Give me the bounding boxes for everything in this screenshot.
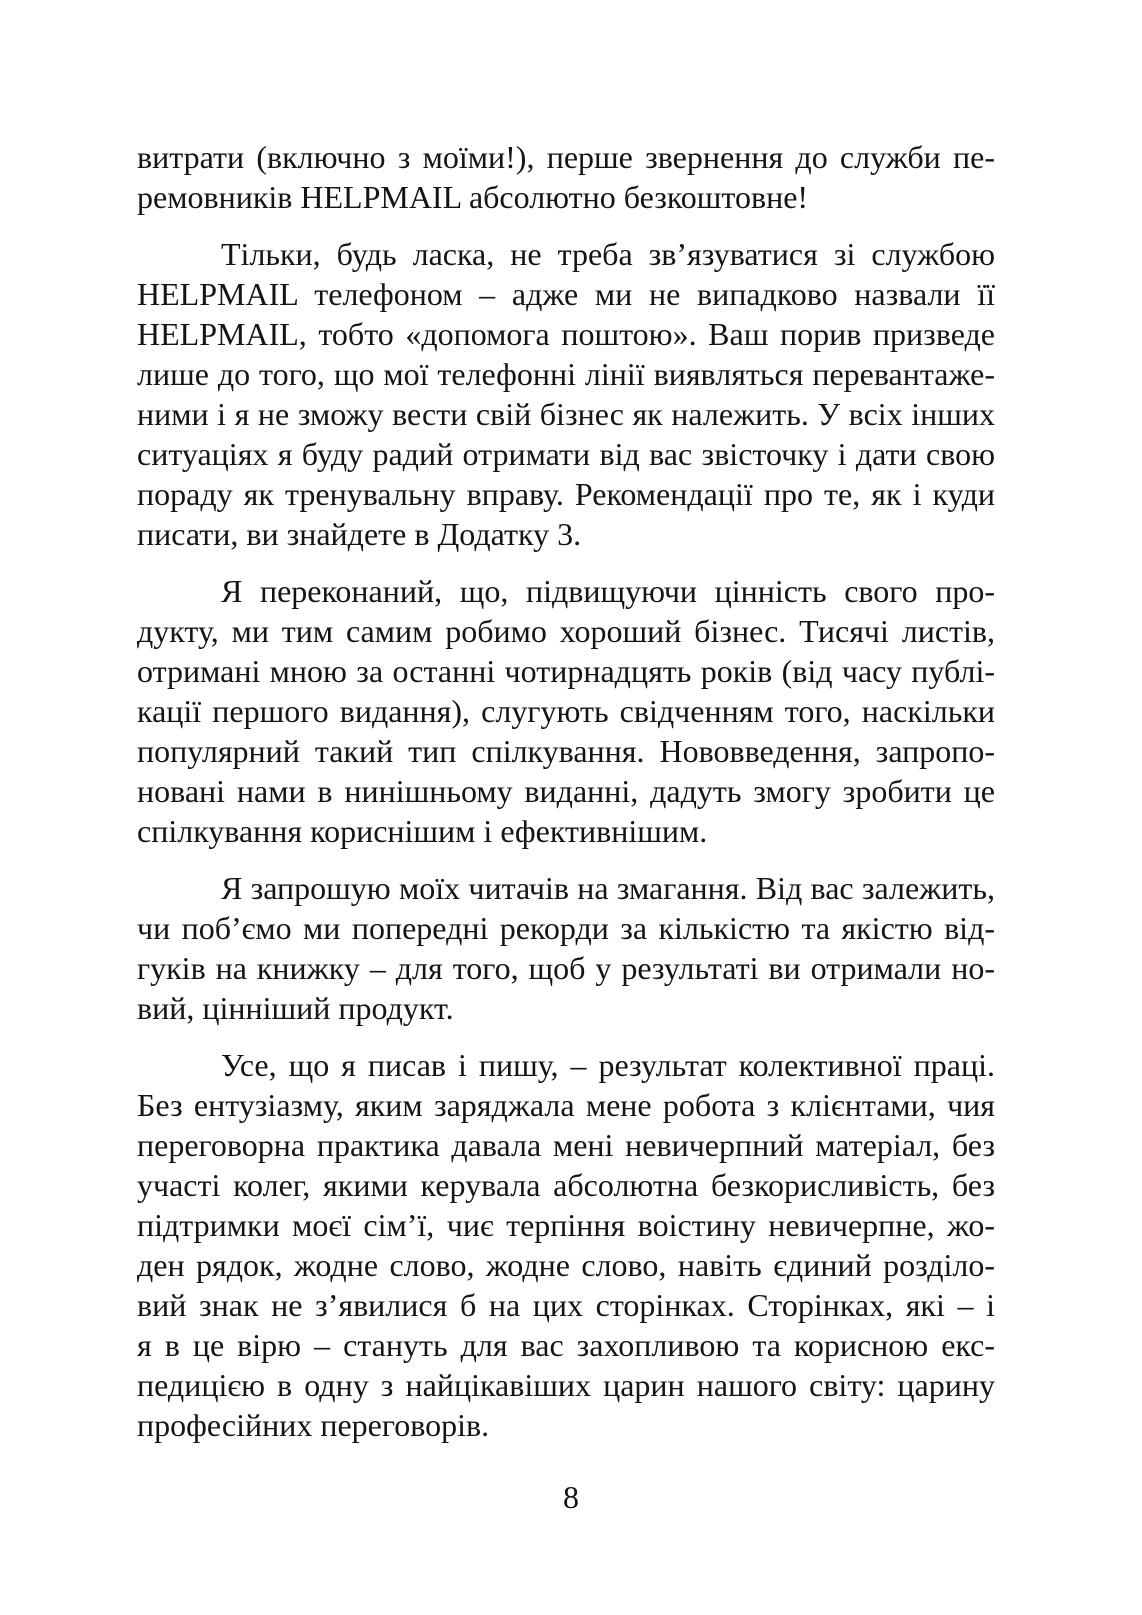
text-line: Без ентузіазму, яким заряджала мене робота з клієнтами, чия [137, 1087, 995, 1123]
text-line: пораду як тренувальну вправу. Рекомендації про те, як і куди [137, 476, 995, 512]
text-line: кації першого видання), слугують свідченням того, наскільки [137, 693, 995, 729]
text-line: гуків на книжку – для того, щоб у результаті ви отримали но- [137, 950, 995, 986]
paragraph [137, 234, 995, 554]
text-line: отримані мною за останні чотирнадцять років (від часу публі- [137, 653, 995, 689]
text-line: Я переконаний, що, підвищуючи цінність свого про- [221, 573, 995, 609]
text-line: вий, цінніший продукт. [137, 990, 454, 1026]
text-line: ремовників HELPMAIL абсолютно безкоштовне! [137, 179, 809, 215]
text-line: популярний такий тип спілкування. Нововведення, запропо- [137, 733, 995, 769]
text-line: підтримки моєї сім’ї, чиє терпіння воістину невичерпне, жо- [137, 1207, 995, 1243]
text-line: Усе, що я писав і пишу, – результат колективної праці. [221, 1047, 995, 1083]
page-number: 8 [563, 1479, 579, 1515]
text-line: чи поб’ємо ми попередні рекорди за кількістю та якістю від- [137, 910, 995, 946]
text-line: HELPMAIL телефоном – адже ми не випадково назвали її [137, 276, 995, 312]
text-line: писати, ви знайдете в Додатку 3. [137, 516, 582, 552]
text-line: дукту, ми тим самим робимо хороший бізнес. Тисячі листів, [137, 613, 995, 649]
text-line: HELPMAIL, тобто «допомога поштою». Ваш порив призведе [137, 316, 995, 352]
text-line: витрати (включно з моїми!), перше звернення до служби пе- [137, 139, 995, 175]
text-line: вий знак не з’явилися б на цих сторінках. Сторінках, які – і [137, 1287, 995, 1323]
text-line: лише до того, що мої телефонні лінії виявляться перевантаже- [137, 356, 995, 392]
text-line: спілкування кориснішим і ефективнішим. [137, 813, 708, 849]
text-line: професійних переговорів. [137, 1407, 490, 1443]
text-line: новані нами в нинішньому виданні, дадуть змогу зробити це [137, 773, 995, 809]
text-line: педицією в одну з найцікавіших царин нашого світу: царину [137, 1367, 995, 1403]
text-line: переговорна практика давала мені невичерпний матеріал, без [137, 1127, 995, 1163]
paragraph [137, 571, 995, 851]
paragraph [137, 1045, 995, 1445]
text-line: я в це вірю – стануть для вас захопливою та корисною екс- [137, 1327, 995, 1363]
text-line: Я запрошую моїх читачів на змагання. Від вас залежить, [221, 870, 995, 906]
text-line: ними і я не зможу вести свій бізнес як належить. У всіх інших [137, 396, 995, 432]
text-line: Тільки, будь ласка, не треба зв’язуватися зі службою [221, 236, 995, 272]
text-line: ситуаціях я буду радий отримати від вас звісточку і дати свою [137, 436, 995, 472]
paragraph [137, 868, 995, 1028]
page-body [137, 137, 995, 1445]
text-line: участі колег, якими керувала абсолютна безкорисливість, без [137, 1167, 995, 1203]
paragraph [137, 137, 995, 217]
text-line: ден рядок, жодне слово, жодне слово, навіть єдиний розділо- [137, 1247, 995, 1283]
